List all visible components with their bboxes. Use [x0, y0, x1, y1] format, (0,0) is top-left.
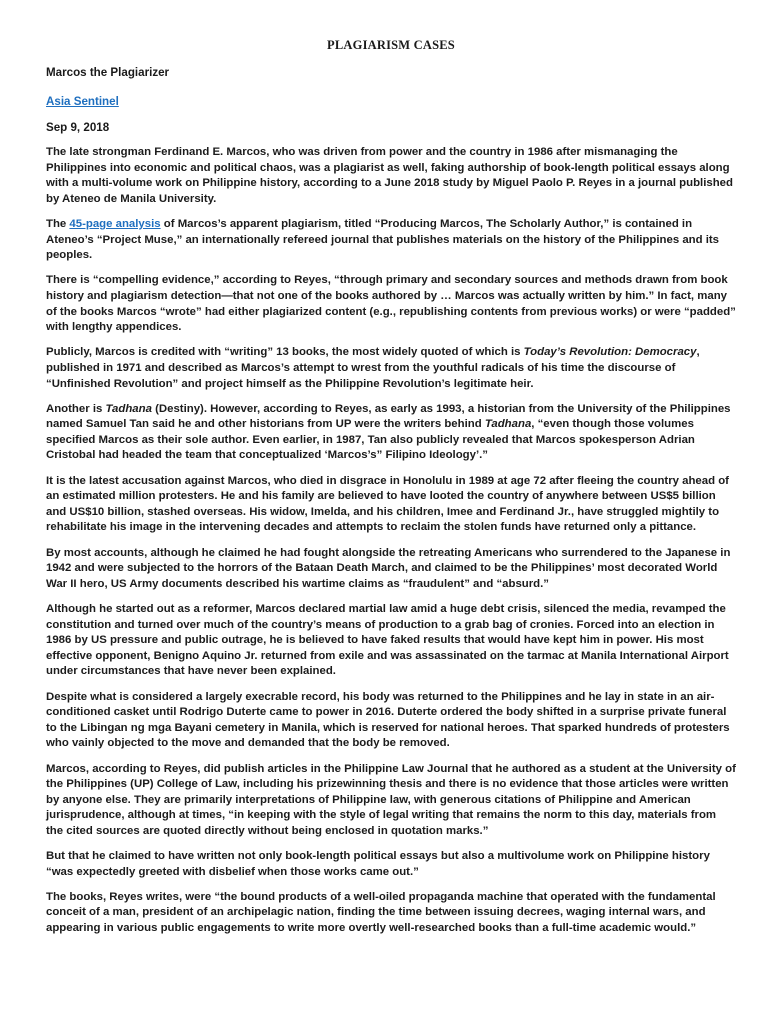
analysis-link[interactable]: 45-page analysis: [69, 217, 161, 230]
paragraph-5-text-c: , “even though those volumes specified Marcos as their sole author. Even earlier, in 1987, Tan also publicly revealed that Marcos spokesperson Adrian Cristobal had headed the team that conceptualized ‘Marcos’s” Filipino Ideology’.”: [46, 418, 695, 462]
paragraph-10: Marcos, according to Reyes, did publish articles in the Philippine Law Journal that he authored as a student at the University of the Philippines (UP) College of Law, including his prizewinning thesis and there is no evidence that those articles were written by anyone else. They are primarily interpretations of Philippine law, with generous citations of Philippine and American jurisprudence, although at times, “in keeping with the style of legal writing that remains the norm to this day, materials from the cited sources are quoted directly without being enclosed in quotation marks.”: [46, 762, 736, 837]
paragraph-2-text-end: of Marcos’s apparent plagiarism, titled “Producing Marcos, The Scholarly Author,” is contained in Ateneo’s “Project Muse,” an internationally refereed journal that publishes materials on the history of the Philippines and its peoples.: [46, 217, 720, 262]
paragraph-11: But that he claimed to have written not only book-length political essays but also a multivolume work on Philippine history “was expectedly greeted with disbelief when those works came out.”: [46, 850, 710, 878]
paragraph-9: Despite what is considered a largely execrable record, his body was returned to the Philippines and he lay in state in an air-conditioned casket until Rodrigo Duterte came to power in 2016. Duterte ordered the body shifted in a surprise private funeral to the Libingan ng mga Bayani cemetery in Manila, which is reserved for national heroes. That sparked hundreds of protesters who vainly objected to the move and demanded that the body be removed.: [46, 690, 730, 750]
paragraph-5: [46, 402, 736, 464]
paragraph-6: It is the latest accusation against Marcos, who died in disgrace in Honolulu in 1989 at age 72 after fleeing the country ahead of an estimated million protesters. He and his family are believed to have looted the country of anywhere between US$5 billion and US$10 billion, stashed overseas. His widow, Imelda, and his children, Imee and Ferdinand Jr., have struggled mightily to rehabilitate his image in the intervening decades and attempts to reclaim the stolen funds have returned only a pittance.: [46, 474, 729, 534]
paragraph-4-text-end: , published in 1971 and described as Marcos’s attempt to wrest from the youthful radicals of his time the discourse of “Unfinished Revolution” and project himself as the Philippine Revolution’s legitimate heir.: [46, 346, 700, 390]
paragraph-4: [46, 345, 736, 392]
paragraph-1: The late strongman Ferdinand E. Marcos, who was driven from power and the country in 1986 after mismanaging the Philippines into economic and political chaos, was a plagiarist as well, faking authorship of book-length political essays along with a multi-volume work on Philippine history, according to a June 2018 study by Miguel Paolo P. Reyes in a journal published by Ateneo de Manila University.: [46, 146, 733, 205]
document-title: [46, 38, 736, 53]
paragraph-4-text-start: Publicly, Marcos is credited with “writing” 13 books, the most widely quoted of which is: [46, 346, 524, 359]
article-headline: Marcos the Plagiarizer: [46, 66, 170, 79]
source-link[interactable]: Asia Sentinel: [46, 95, 119, 108]
document-page: [46, 38, 736, 946]
paragraph-8: Although he started out as a reformer, Marcos declared martial law amid a huge debt crisis, silenced the media, revamped the constitution and turned over much of the country’s means of production to a grab bag of cronies. Forced into an election in 1986 by US pressure and public outrage, he is believed to have faked results that would have kept him in power. His most effective opponent, Benigno Aquino Jr. returned from exile and was assassinated on the tarmac at Manila International Airport under circumstances that have never been explained.: [46, 603, 729, 678]
paragraph-5-text-a: Another is: [46, 402, 106, 415]
paragraph-5-text-b: (Destiny). However, according to Reyes, as early as 1993, a historian from the University of the Philippines named Samuel Tan said he and other historians from UP were the writers behind: [46, 402, 731, 431]
tadhana-italic-1: Tadhana: [105, 402, 152, 415]
paragraph-7: By most accounts, although he claimed he had fought alongside the retreating Americans who surrendered to the Japanese in 1942 and were subjected to the horrors of the Bataan Death March, and claimed to be the Philippines’ most decorated World War II hero, US Army documents described his wartime claims as “fraudulent” and “absurd.”: [46, 546, 731, 590]
paragraph-12: The books, Reyes writes, were “the bound products of a well-oiled propaganda machine that operated with the fundamental conceit of a man, president of an archipelagic nation, finding the time between issuing decrees, waging internal wars, and appearing in various public engagements to write more overtly well-researched books than a full-time academic would.”: [46, 890, 716, 935]
paragraph-2-text-start: The: [46, 217, 70, 230]
article-date: Sep 9, 2018: [46, 121, 110, 134]
tadhana-italic-2: Tadhana: [484, 418, 532, 431]
paragraph-3: There is “compelling evidence,” according to Reyes, “through primary and secondary sources and methods drawn from book history and plagiarism detection—that not one of the books authored by … Marcos was actually written by him.” In fact, many of the books Marcos “wrote” had either plagiarized content (e.g., republishing contents from previous works) or were “padded” with lengthy appendices.: [46, 274, 736, 334]
document-title-text: PLAGIARISM CASES: [327, 38, 455, 52]
paragraph-2: [46, 217, 736, 264]
book-title-italic: Today’s Revolution: Democracy: [523, 346, 697, 359]
